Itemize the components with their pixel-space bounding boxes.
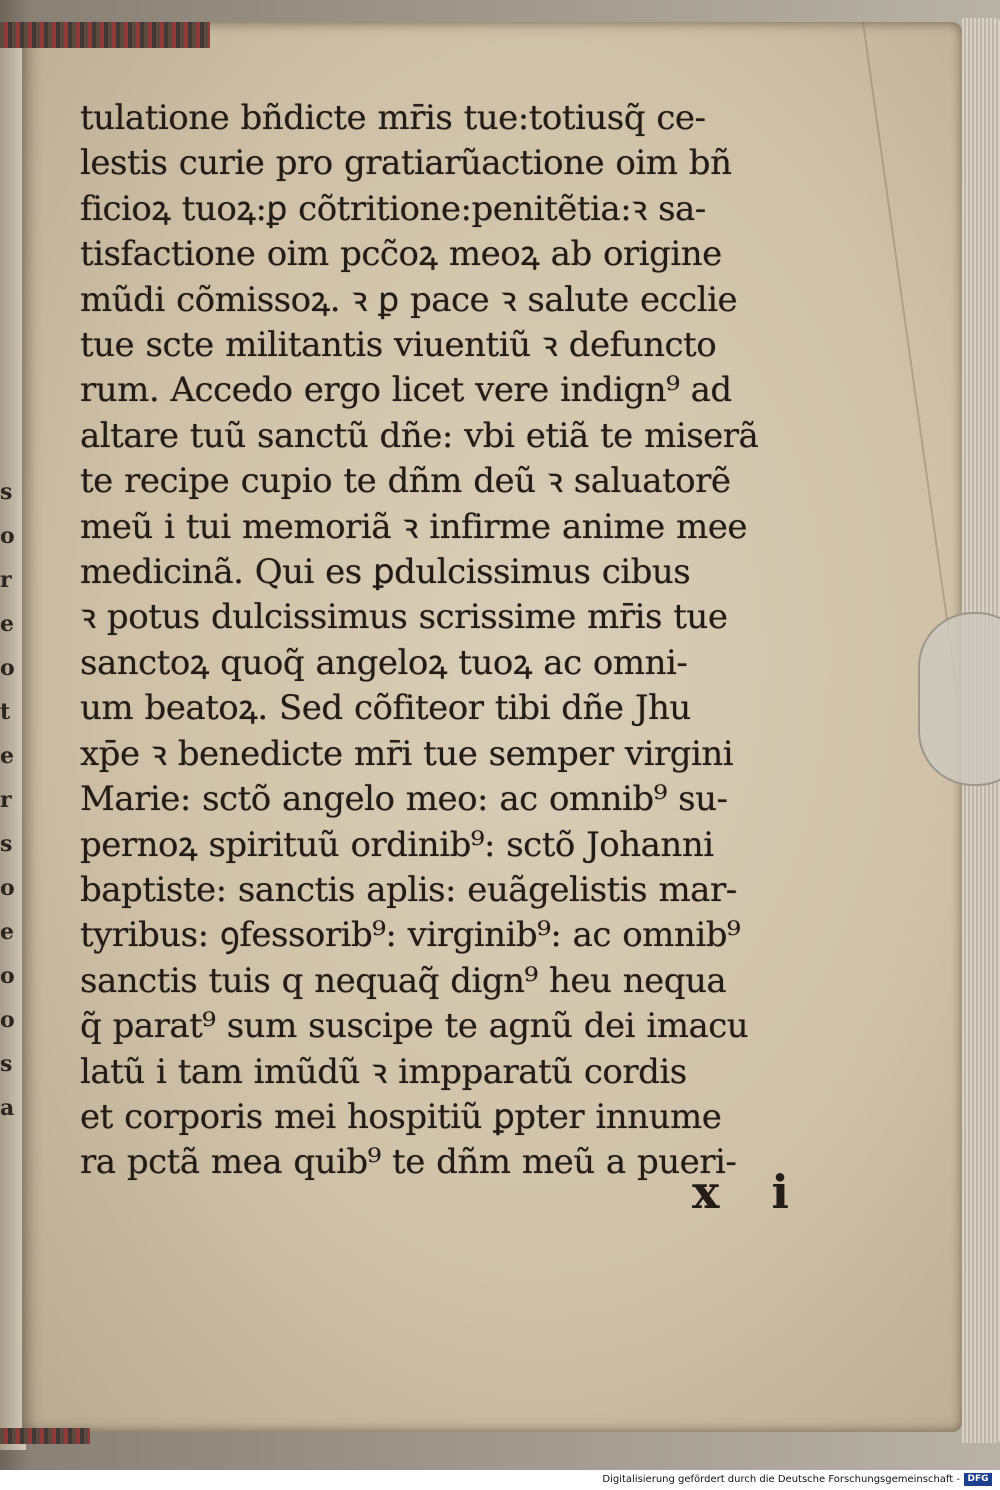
facing-page-fragment: r [0,567,12,593]
headband [0,22,210,48]
text-line: ficioꝝ tuoꝝ:ꝑ cõtritione:penitẽtia:ꝛ sa- [80,188,706,229]
text-line: ra pctã mea quib⁹ te dñm meũ a pueri- [80,1142,737,1183]
text-line: te recipe cupio te dñm deũ ꝛ saluatorẽ [80,461,731,502]
text-line: medicinã. Qui es ꝑdulcissimus cibus [80,552,691,593]
text-line: meũ i tui memoriã ꝛ infirme anime mee [80,506,748,547]
text-line: tisfactione oim pcc̃oꝝ meoꝝ ab origine [80,234,722,275]
text-line: tulatione bñdicte mr̄is tue:totiusq̃ ce- [80,98,706,138]
text-line: et corporis mei hospitiũ ꝑpter innume [80,1096,722,1137]
page-text-block [80,96,850,1186]
text-line: xp̄e ꝛ benedicte mr̄i tue semper virgini [80,733,734,774]
facing-page-fragment: e [0,611,14,637]
text-line: tue scte militantis viuentiũ ꝛ defuncto [80,325,717,366]
text-line: sanctis tuis q nequaq̃ dign⁹ heu nequa [80,960,727,1001]
facing-page-fragment: o [0,523,15,549]
facing-page-fragment: o [0,1007,15,1033]
text-line: q̃ parat⁹ sum suscipe te agnũ dei imacu [80,1006,749,1047]
facing-page-fragment: o [0,963,15,989]
text-line: altare tuũ sanctũ dñe: vbi etiã te miserã [80,415,759,456]
facing-page-fragment: s [0,831,13,857]
signature-mark: x i [692,1165,807,1219]
text-line: tyribus: ꝯfessorib⁹: virginib⁹: ac omnib⁹ [80,915,741,956]
footband [0,1428,90,1444]
facing-page-text [0,470,24,1130]
facing-page-fragment: o [0,875,15,901]
text-line: lestis curie pro gratiarũactione oim bñ [80,143,732,184]
facing-page-fragment: a [0,1095,15,1121]
text-line: latũ i tam imũdũ ꝛ impparatũ cordis [80,1051,687,1092]
text-line: pernoꝝ spirituũ ordinib⁹: sctõ Johanni [80,824,714,865]
text-line: rum. Accedo ergo licet vere indign⁹ ad [80,370,732,411]
text-line: Marie: sctõ angelo meo: ac omnib⁹ su- [80,779,728,820]
text-line: baptiste: sanctis aplis: euãgelistis mar- [80,869,737,910]
text-line: sanctoꝝ quoq̃ angeloꝝ tuoꝝ ac omni- [80,642,688,683]
facing-page-fragment: o [0,655,15,681]
text-line: ꝛ potus dulcissimus scrissime mr̄is tue [80,597,728,638]
facing-page-fragment: r [0,787,12,813]
facing-page-fragment: e [0,919,14,945]
facing-page-fragment: s [0,479,13,505]
footer-credit: Digitalisierung gefördert durch die Deutsche Forschungsgemeinschaft - [602,1474,960,1485]
book-clasp [918,612,1000,786]
facing-page-fragment: e [0,743,14,769]
dfg-logo: DFG [964,1473,992,1486]
facing-page-fragment: t [0,699,11,725]
text-line: mũdi cõmissoꝝ. ꝛ ꝑ pace ꝛ salute ecclie [80,279,738,320]
text-line: um beatoꝝ. Sed cõfiteor tibi dñe Jhu [80,688,691,729]
page-fold-line [862,22,959,696]
facing-page-fragment: s [0,1051,13,1077]
